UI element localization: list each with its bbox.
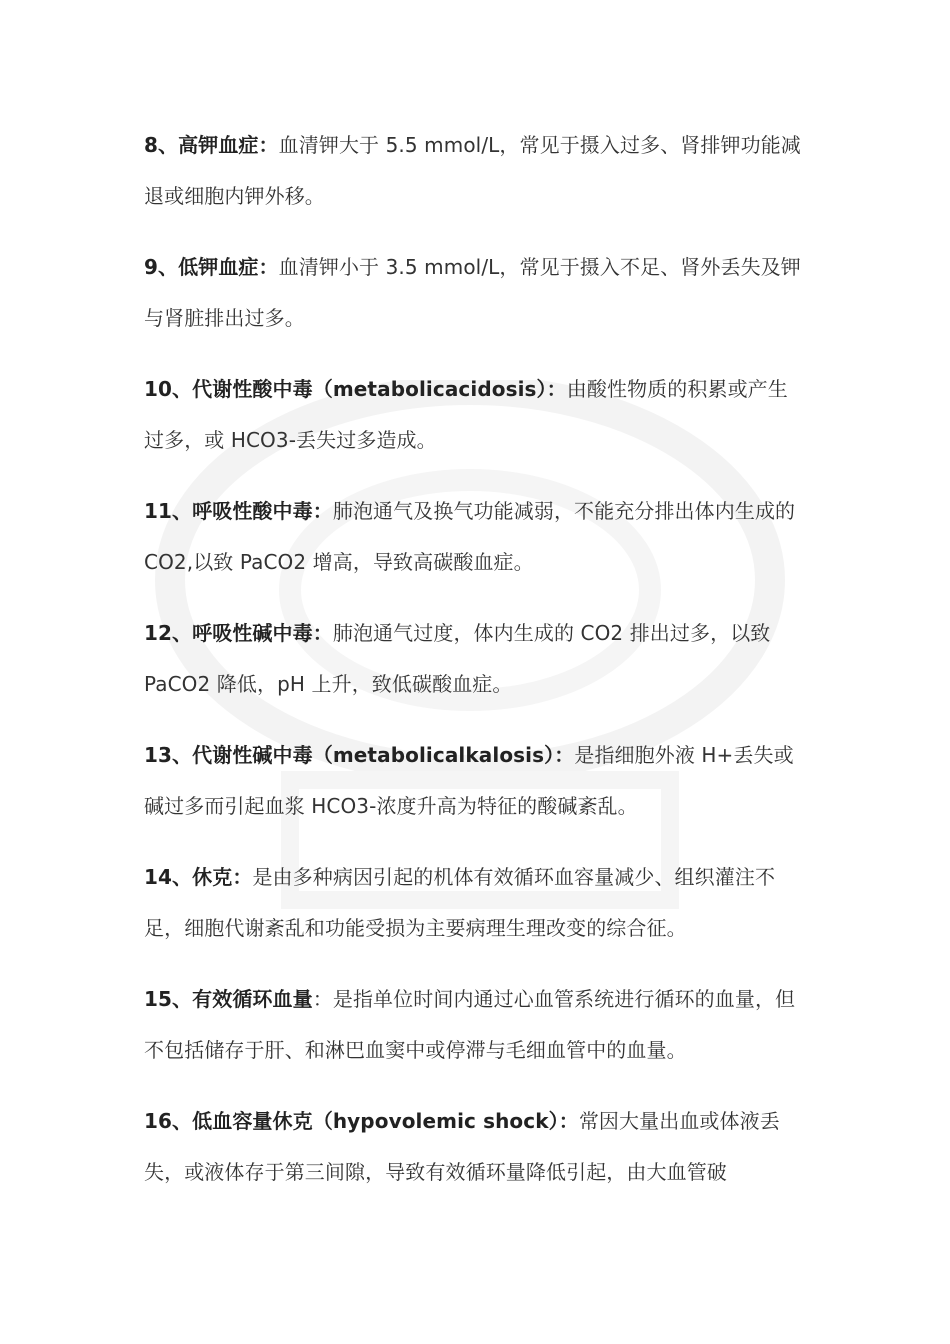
entry-term: 14、休克 bbox=[144, 865, 233, 889]
entry-definition: 肺泡通气过度，体内生成的 CO2 排出过多，以致 PaCO2 降低，pH 上升，致低碳酸血症。 bbox=[144, 621, 771, 696]
entry-term: 10、代谢性酸中毒（metabolicacidosis） bbox=[144, 377, 547, 401]
entry-separator: ： bbox=[258, 133, 279, 157]
entry-separator: ： bbox=[312, 621, 333, 645]
entry-separator: ： bbox=[312, 987, 333, 1011]
entry-definition: 是指单位时间内通过心血管系统进行循环的血量，但不包括储存于肝、和淋巴血窦中或停滞与毛细血管中的血量。 bbox=[144, 987, 796, 1062]
entry-term: 8、高钾血症 bbox=[144, 133, 259, 157]
entry-definition: 血清钾小于 3.5 mmol/L，常见于摄入不足、肾外丢失及钾与肾脏排出过多。 bbox=[144, 255, 801, 330]
entry-definition: 血清钾大于 5.5 mmol/L，常见于摄入过多、肾排钾功能减退或细胞内钾外移。 bbox=[144, 133, 801, 208]
document-body bbox=[144, 120, 804, 1218]
entry-definition: 常因大量出血或体液丢失，或液体存于第三间隙，导致有效循环量降低引起，由大血管破 bbox=[144, 1109, 780, 1184]
entry-term: 11、呼吸性酸中毒 bbox=[144, 499, 313, 523]
entry-13 bbox=[144, 730, 804, 832]
entry-14 bbox=[144, 852, 804, 954]
entry-term: 9、低钾血症 bbox=[144, 255, 259, 279]
entry-separator: ： bbox=[312, 499, 333, 523]
entry-16 bbox=[144, 1096, 804, 1198]
entry-definition: 肺泡通气及换气功能减弱，不能充分排出体内生成的 CO2,以致 PaCO2 增高，导致高碳酸血症。 bbox=[144, 499, 796, 574]
entry-9 bbox=[144, 242, 804, 344]
entry-11 bbox=[144, 486, 804, 588]
entry-definition: 是由多种病因引起的机体有效循环血容量减少、组织灌注不足，细胞代谢紊乱和功能受损为主要病理生理改变的综合征。 bbox=[144, 865, 776, 940]
entry-separator: ： bbox=[554, 743, 575, 767]
entry-15 bbox=[144, 974, 804, 1076]
entry-separator: ： bbox=[558, 1109, 579, 1133]
entry-term: 15、有效循环血量 bbox=[144, 987, 313, 1011]
entry-10 bbox=[144, 364, 804, 466]
entry-separator: ： bbox=[546, 377, 567, 401]
entry-definition: 是指细胞外液 H+丢失或碱过多而引起血浆 HCO3-浓度升高为特征的酸碱紊乱。 bbox=[144, 743, 794, 818]
entry-12 bbox=[144, 608, 804, 710]
entry-8 bbox=[144, 120, 804, 222]
entry-separator: ： bbox=[232, 865, 253, 889]
entry-separator: ： bbox=[258, 255, 279, 279]
entry-term: 12、呼吸性碱中毒 bbox=[144, 621, 313, 645]
entry-term: 13、代谢性碱中毒（metabolicalkalosis） bbox=[144, 743, 555, 767]
entry-term: 16、低血容量休克（hypovolemic shock） bbox=[144, 1109, 559, 1133]
entry-definition: 由酸性物质的积累或产生过多，或 HCO3-丢失过多造成。 bbox=[144, 377, 788, 452]
